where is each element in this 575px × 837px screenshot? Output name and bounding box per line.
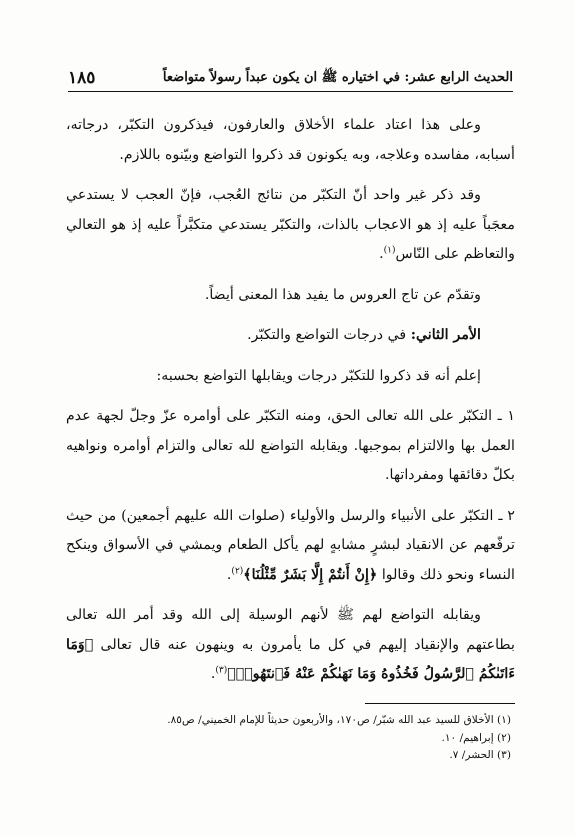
quran-verse: ﴿وَمَا ءَاتَىٰكُمُ ٱلرَّسُولُ فَخُذُوهُ وَمَا نَهَىٰكُمْ عَنْهُ فَٱنتَهُوا۟﴾ bbox=[66, 636, 515, 682]
paragraph: وقد ذكر غير واحد أنّ التكبّر من نتائج العُجب، فإنّ العجب لا يستدعي معجَباً عليه إذ هو الاعجاب بالذات، والتكبّر يستدعي متكبَّراً عليه إذ هو التعالي والتعاظم على النّاس$^{(١)}$. bbox=[66, 187, 515, 262]
main-text bbox=[66, 111, 515, 701]
footnote-rule bbox=[365, 703, 515, 704]
paragraph: ويقابله التواضع لهم ﷺ لأنهم الوسيلة إلى الله وقد أمر الله تعالى بطاعتهم والإنقياد إليهم في كل ما يأمرون به وينهون عنه قال تعالى ﴿وَمَا ءَاتَىٰكُمُ ٱلرَّسُولُ فَخُذُوهُ وَمَا نَهَىٰكُمْ عَنْهُ فَٱنتَهُوا۟﴾$^{(٣)}$. bbox=[66, 607, 516, 682]
footnote-ref: (١) bbox=[383, 245, 396, 256]
paragraph: إعلم أنه قد ذكروا للتكبّر درجات ويقابلها التواضع بحسبه: bbox=[156, 367, 481, 384]
footnote-ref: (٣) bbox=[215, 665, 228, 676]
page-header bbox=[68, 58, 513, 88]
page-number: ١٨٥ bbox=[68, 68, 96, 88]
footnote: (٢) إبراهيم/ ١٠. bbox=[441, 731, 511, 744]
quran-verse: ﴿إِنْ أَنتُمْ إِلَّا بَشَرٌ مِّثْلُنَا﴾ bbox=[243, 566, 378, 583]
paragraph: وتقدّم عن تاج العروس ما يفيد هذا المعنى أيضاً. bbox=[204, 286, 481, 303]
footnote: (١) الأخلاق للسيد عبد الله شبّر/ ص١٧٠، والأربعون حديثاً للإمام الخميني/ ص٨٥. bbox=[167, 714, 511, 726]
paragraph: ١ ـ التكبّر على الله تعالى الحق، ومنه التكبّر على أوامره عزّ وجلّ لجهة عدم العمل بها والالتزام بموجبها. ويقابله التواضع لله تعالى والتزام أوامره ونواهيه بكلّ دقائقها ومفرداتها. bbox=[66, 408, 515, 483]
running-title: الحديث الرابع عشر: في اختياره ﷺ ان يكون عبداً رسولاً متواضعاً bbox=[162, 70, 513, 85]
footnotes bbox=[66, 712, 511, 765]
footnote-ref: (٢) bbox=[231, 565, 244, 576]
footnote: (٣) الحشر/ ٧. bbox=[449, 749, 511, 761]
section-heading: الأمر الثاني: في درجات التواضع والتكبّر. bbox=[247, 327, 481, 343]
paragraph: ٢ ـ التكبّر على الأنبياء والرسل والأولياء (صلوات الله عليهم أجمعين) من حيث ترفّعهم عن الانقياد لبشرٍ مشابهٍ لهم يأكل الطعام ويمشي في الأسواق وينكح النساء ونحو ذلك وقالوا ﴿إِنْ أَنتُمْ إِلَّا بَشَرٌ مِّثْلُنَا﴾$^{(٢)}$. bbox=[66, 507, 515, 583]
section-label: الأمر الثاني: bbox=[410, 327, 481, 343]
paragraph: وعلى هذا اعتاد علماء الأخلاق والعارفون، فيذكرون التكبّر، درجاته، أسبابه، مفاسده وعلاجه، وبه يكونون قد ذكروا التواضع وبيّنوه باللازم. bbox=[66, 117, 515, 163]
header-rule bbox=[68, 91, 513, 92]
